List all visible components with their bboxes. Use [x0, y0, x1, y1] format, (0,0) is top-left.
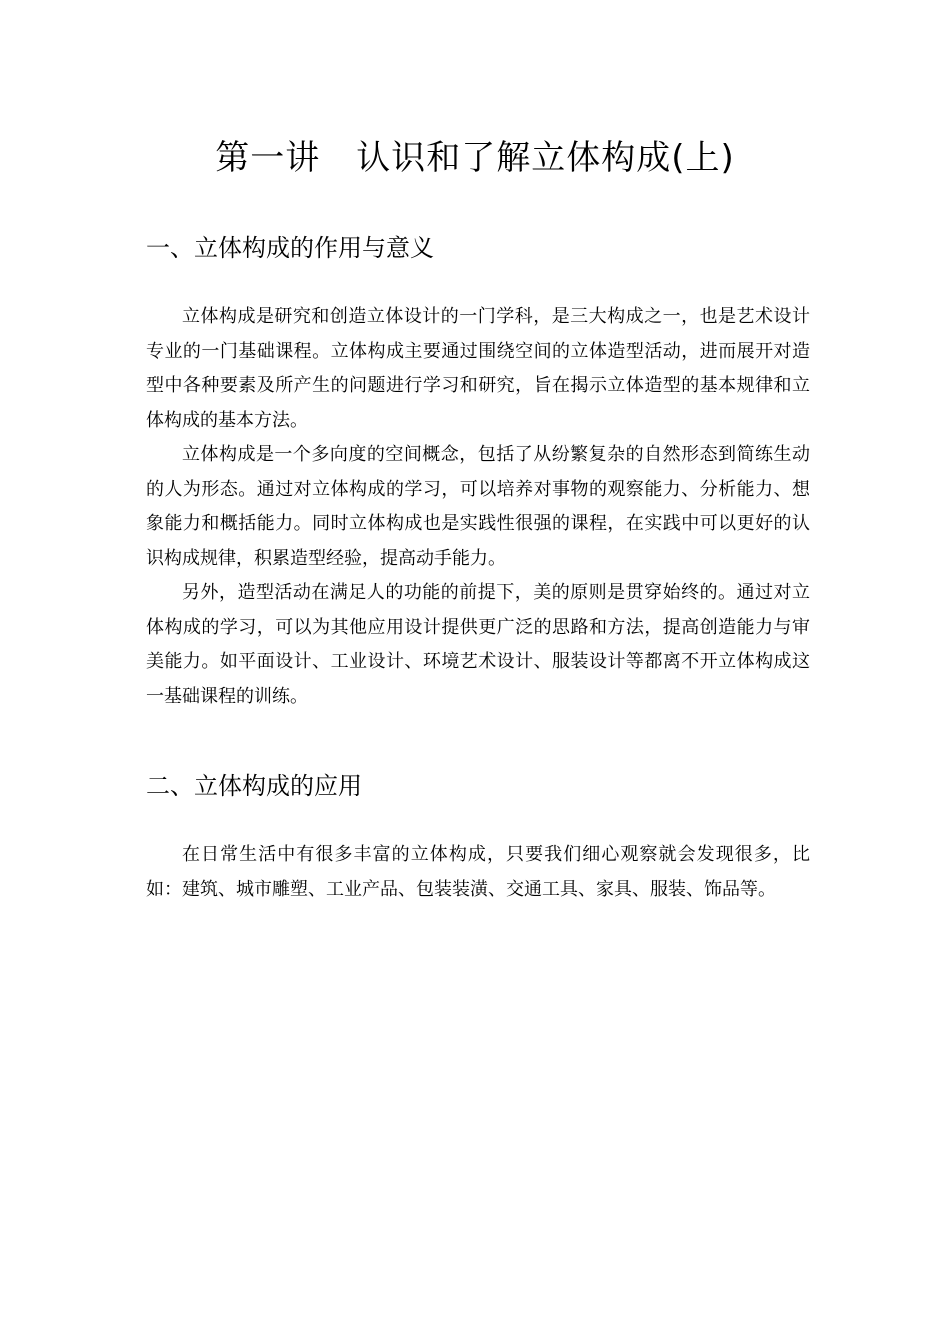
lecture-topic: 认识和了解立体构成(上)	[356, 138, 735, 178]
paragraph-4: 在日常生活中有很多丰富的立体构成，只要我们细心观察就会发现很多，比如：建筑、城市雕塑、工业产品、包装装潢、交通工具、家具、服装、饰品等。	[146, 844, 810, 900]
lecture-number: 第一讲	[215, 138, 321, 178]
paragraph-2: 立体构成是一个多向度的空间概念，包括了从纷繁复杂的自然形态到简练生动的人为形态。通过对立体构成的学习，可以培养对事物的观察能力、分析能力、想象能力和概括能力。同时立体构成也是实践性很强的课程，在实践中可以更好的认识构成规律，积累造型经验，提高动手能力。	[146, 444, 810, 569]
page-title	[0, 132, 950, 184]
paragraph-1: 立体构成是研究和创造立体设计的一门学科，是三大构成之一，也是艺术设计专业的一门基础课程。立体构成主要通过围绕空间的立体造型活动，进而展开对造型中各种要素及所产生的问题进行学习和研究，旨在揭示立体造型的基本规律和立体构成的基本方法。	[146, 306, 810, 431]
section-heading-1: 一、立体构成的作用与意义	[146, 234, 434, 262]
paragraph-3: 另外，造型活动在满足人的功能的前提下，美的原则是贯穿始终的。通过对立体构成的学习，可以为其他应用设计提供更广泛的思路和方法，提高创造能力与审美能力。如平面设计、工业设计、环境艺术设计、服装设计等都离不开立体构成这一基础课程的训练。	[146, 582, 810, 707]
section-body-1	[146, 300, 810, 714]
section-heading-2: 二、立体构成的应用	[146, 772, 362, 800]
section-body-2	[146, 838, 810, 907]
